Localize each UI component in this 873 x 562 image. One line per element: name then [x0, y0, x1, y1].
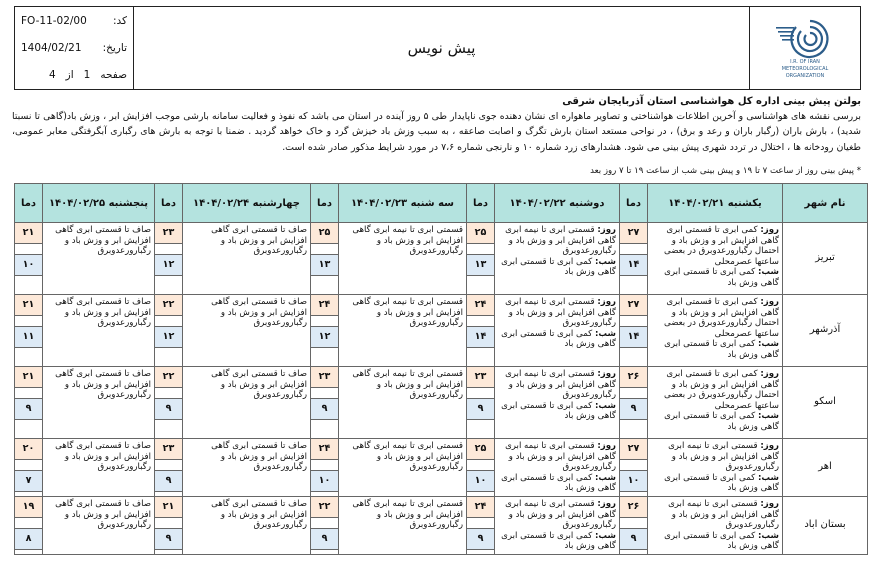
code-value: FO-11-02/00 [21, 14, 87, 27]
meteorological-logo-icon [766, 15, 844, 81]
night-forecast: کمی ابری تا قسمتی ابری گاهی وزش باد [664, 530, 779, 552]
table-row [15, 496, 868, 554]
logo-text-1: I.R. OF IRAN [790, 59, 820, 65]
temp-min: ۱۴ [467, 326, 494, 348]
temp-max: ۲۴ [311, 295, 338, 316]
temp-cell [15, 439, 43, 497]
forecast-cell [648, 295, 783, 367]
night-label: شب: [758, 472, 779, 483]
forecast-cell [495, 439, 620, 497]
temp-min: ۹ [311, 528, 338, 550]
temp-min: ۹ [155, 398, 182, 420]
temp-cell [311, 439, 339, 497]
temp-cell [311, 496, 339, 554]
night-forecast: کمی ابری تا قسمتی ابری گاهی وزش باد [501, 472, 616, 494]
forecast-cell: صاف تا قسمتی ابری گاهی افزایش ابر و وزش باد و رگبارورعدوبرق [183, 439, 311, 497]
day-header: سه شنبه ۱۴۰۴/۰۲/۲۳ [339, 184, 467, 223]
temp-max: ۲۳ [311, 367, 338, 388]
temp-max: ۲۰ [15, 439, 42, 460]
temp-min: ۹ [155, 528, 182, 550]
day-header: دوشنبه ۱۴۰۴/۰۲/۲۲ [495, 184, 620, 223]
organization-logo [749, 7, 860, 89]
table-header-row [15, 184, 868, 223]
day-label: روز: [760, 498, 779, 509]
day-forecast: قسمتی ابری تا نیمه ابری گاهی افزایش ابر و وزش باد و رگبارورعدوبرق [505, 225, 616, 257]
day-label: روز: [597, 369, 616, 379]
temp-cell [15, 496, 43, 554]
page-label: صفحه [100, 69, 127, 82]
forecast-cell: قسمتی ابری تا نیمه ابری گاهی افزایش ابر و وزش باد و رگبارورعدوبرق [339, 439, 467, 497]
temp-min: ۹ [620, 528, 647, 550]
temp-max: ۲۲ [311, 497, 338, 518]
document-header [14, 6, 861, 90]
date-value: 1404/02/21 [21, 41, 82, 54]
temp-min: ۱۳ [311, 254, 338, 276]
day-header: چهارشنبه ۱۴۰۴/۰۲/۲۴ [183, 184, 311, 223]
forecast-cell: صاف تا قسمتی ابری گاهی افزایش ابر و وزش باد و رگبارورعدوبرق [183, 223, 311, 295]
day-label: روز: [597, 498, 616, 509]
table-row [15, 367, 868, 439]
day-forecast: قسمتی ابری تا نیمه ابری گاهی افزایش ابر و وزش باد و رگبارورعدوبرق [668, 441, 779, 473]
temp-min: ۱۲ [155, 254, 182, 276]
temp-min: ۱۲ [155, 326, 182, 348]
page-row [15, 62, 133, 89]
temp-max: ۲۳ [155, 223, 182, 244]
temp-min: ۹ [620, 398, 647, 420]
code-row [15, 7, 133, 34]
temp-min: ۹ [15, 398, 42, 420]
table-row [15, 439, 868, 497]
night-forecast: کمی ابری تا قسمتی ابری گاهی وزش باد [501, 328, 616, 350]
temp-min: ۹ [467, 528, 494, 550]
night-label: شب: [595, 472, 616, 483]
night-forecast: کمی ابری تا قسمتی ابری گاهی وزش باد [664, 267, 779, 288]
forecast-cell: صاف تا قسمتی ابری گاهی افزایش ابر و وزش باد و رگبارورعدوبرق [43, 439, 155, 497]
date-label: تاریخ: [102, 41, 127, 54]
day-label: روز: [760, 225, 779, 235]
night-forecast: کمی ابری تا قسمتی ابری گاهی وزش باد [501, 256, 616, 278]
day-forecast: قسمتی ابری تا نیمه ابری گاهی افزایش ابر و وزش باد و رگبارورعدوبرق [668, 498, 779, 531]
city-name: بستان اباد [783, 496, 868, 554]
day-label: روز: [597, 225, 616, 235]
temp-cell [467, 223, 495, 295]
night-forecast: کمی ابری تا قسمتی ابری گاهی وزش باد [664, 472, 779, 494]
temp-cell [467, 439, 495, 497]
city-name: تبریز [783, 223, 868, 295]
page-total: 4 [48, 69, 56, 82]
temp-max: ۲۵ [311, 223, 338, 244]
night-label: شب: [595, 400, 616, 411]
temp-min: ۱۴ [620, 254, 647, 276]
temp-max: ۲۶ [620, 367, 647, 388]
night-label: شب: [758, 339, 779, 350]
temp-cell [155, 223, 183, 295]
forecast-cell: صاف تا قسمتی ابری گاهی افزایش ابر و وزش باد و رگبارورعدوبرق [43, 223, 155, 295]
day-label: روز: [760, 369, 779, 379]
temp-header: دما [311, 184, 339, 223]
temp-cell [467, 367, 495, 439]
night-forecast: کمی ابری تا قسمتی ابری گاهی وزش باد [664, 339, 779, 360]
night-label: شب: [758, 530, 779, 541]
day-forecast: قسمتی ابری تا نیمه ابری گاهی افزایش ابر و وزش باد و رگبارورعدوبرق [505, 369, 616, 401]
temp-max: ۲۴ [467, 497, 494, 518]
temp-cell [15, 367, 43, 439]
forecast-cell: صاف تا قسمتی ابری گاهی افزایش ابر و وزش باد و رگبارورعدوبرق [183, 496, 311, 554]
temp-max: ۲۱ [15, 367, 42, 388]
night-label: شب: [758, 267, 779, 278]
page-number: 1 [83, 69, 91, 82]
code-label: کد: [112, 14, 127, 27]
temp-min: ۷ [15, 470, 42, 492]
temp-header: دما [15, 184, 43, 223]
temp-min: ۱۰ [620, 470, 647, 492]
day-header: پنجشنبه ۱۴۰۴/۰۲/۲۵ [43, 184, 155, 223]
day-label: روز: [760, 441, 779, 451]
forecast-cell [648, 367, 783, 439]
forecast-cell [495, 223, 620, 295]
temp-cell [467, 295, 495, 367]
day-label: روز: [597, 297, 616, 307]
forecast-cell [495, 295, 620, 367]
temp-max: ۲۷ [620, 223, 647, 244]
forecast-cell [648, 439, 783, 497]
day-forecast: قسمتی ابری تا نیمه ابری گاهی افزایش ابر و وزش باد و رگبارورعدوبرق [505, 297, 616, 329]
date-row [15, 34, 133, 61]
temp-cell [620, 496, 648, 554]
temp-min: ۹ [155, 470, 182, 492]
temp-cell [620, 295, 648, 367]
day-header: یکشنبه ۱۴۰۴/۰۲/۲۱ [648, 184, 783, 223]
temp-max: ۲۳ [467, 367, 494, 388]
temp-min: ۱۳ [467, 254, 494, 276]
logo-text-3: ORGANIZATION [785, 73, 825, 79]
temp-max: ۲۲ [155, 367, 182, 388]
forecast-cell: قسمتی ابری تا نیمه ابری گاهی افزایش ابر و وزش باد و رگبارورعدوبرق [339, 496, 467, 554]
bulletin-intro [12, 94, 861, 155]
temp-max: ۲۱ [15, 295, 42, 316]
page-title: پیش نویس [407, 39, 476, 57]
table-row [15, 295, 868, 367]
temp-max: ۲۱ [155, 497, 182, 518]
forecast-cell: صاف تا قسمتی ابری گاهی افزایش ابر و وزش باد و رگبارورعدوبرق [43, 367, 155, 439]
night-label: شب: [758, 411, 779, 422]
temp-min: ۱۴ [620, 326, 647, 348]
forecast-cell: قسمتی ابری تا نیمه ابری گاهی افزایش ابر و وزش باد و رگبارورعدوبرق [339, 367, 467, 439]
temp-cell [311, 367, 339, 439]
day-label: روز: [760, 297, 779, 307]
logo-text-2: METEOROLOGICAL [781, 66, 829, 72]
forecast-time-note: * پیش بینی روز از ساعت ۷ تا ۱۹ و پیش بینی شب از ساعت ۱۹ تا ۷ روز بعد [590, 166, 861, 176]
night-label: شب: [595, 256, 616, 267]
temp-cell [155, 439, 183, 497]
table-row [15, 223, 868, 295]
page-of: از [65, 69, 74, 82]
temp-max: ۲۴ [467, 295, 494, 316]
temp-header: دما [620, 184, 648, 223]
forecast-cell [495, 367, 620, 439]
temp-max: ۲۴ [311, 439, 338, 460]
temp-max: ۲۵ [467, 223, 494, 244]
night-forecast: کمی ابری تا قسمتی ابری گاهی وزش باد [501, 400, 616, 422]
day-forecast: قسمتی ابری تا نیمه ابری گاهی افزایش ابر و وزش باد و رگبارورعدوبرق [505, 498, 616, 531]
temp-min: ۱۰ [467, 470, 494, 492]
temp-cell [15, 295, 43, 367]
day-label: روز: [597, 441, 616, 451]
forecast-cell [648, 223, 783, 295]
temp-max: ۲۷ [620, 295, 647, 316]
temp-cell [311, 295, 339, 367]
temp-min: ۱۰ [15, 254, 42, 276]
day-forecast: کمی ابری تا قسمتی ابری گاهی افزایش ابر و وزش باد و احتمال رگبارورعدوبرق در بعضی ساعتها عصرمحلی [664, 369, 779, 411]
temp-max: ۲۵ [467, 439, 494, 460]
day-forecast: کمی ابری تا قسمتی ابری گاهی افزایش ابر و وزش باد و احتمال رگبارورعدوبرق در بعضی ساعتها عصرمحلی [664, 297, 779, 339]
temp-cell [311, 223, 339, 295]
forecast-table [14, 183, 868, 555]
forecast-cell: صاف تا قسمتی ابری گاهی افزایش ابر و وزش باد و رگبارورعدوبرق [183, 295, 311, 367]
temp-min: ۸ [15, 528, 42, 550]
temp-min: ۹ [467, 398, 494, 420]
temp-cell [467, 496, 495, 554]
temp-max: ۲۲ [155, 295, 182, 316]
temp-cell [620, 223, 648, 295]
city-header: نام شهر [783, 184, 868, 223]
forecast-cell: صاف تا قسمتی ابری گاهی افزایش ابر و وزش باد و رگبارورعدوبرق [183, 367, 311, 439]
document-meta [15, 7, 134, 89]
forecast-cell [648, 496, 783, 554]
night-forecast: کمی ابری تا قسمتی ابری گاهی وزش باد [501, 530, 616, 552]
temp-max: ۱۹ [15, 497, 42, 518]
temp-header: دما [467, 184, 495, 223]
temp-max: ۲۶ [620, 497, 647, 518]
temp-cell [155, 295, 183, 367]
night-forecast: کمی ابری تا قسمتی ابری گاهی وزش باد [664, 411, 779, 432]
temp-cell [155, 496, 183, 554]
city-name: اسکو [783, 367, 868, 439]
forecast-cell: صاف تا قسمتی ابری گاهی افزایش ابر و وزش باد و رگبارورعدوبرق [43, 295, 155, 367]
temp-max: ۲۱ [15, 223, 42, 244]
temp-max: ۲۷ [620, 439, 647, 460]
temp-cell [155, 367, 183, 439]
day-forecast: قسمتی ابری تا نیمه ابری گاهی افزایش ابر و وزش باد و رگبارورعدوبرق [505, 441, 616, 473]
temp-cell [15, 223, 43, 295]
city-name: آذرشهر [783, 295, 868, 367]
day-forecast: کمی ابری تا قسمتی ابری گاهی افزایش ابر و وزش باد و احتمال رگبارورعدوبرق در بعضی ساعتها عصرمحلی [664, 225, 779, 267]
night-label: شب: [595, 530, 616, 541]
temp-min: ۱۱ [15, 326, 42, 348]
temp-cell [620, 439, 648, 497]
temp-max: ۲۳ [155, 439, 182, 460]
city-name: اهر [783, 439, 868, 497]
temp-cell [620, 367, 648, 439]
night-label: شب: [595, 328, 616, 339]
forecast-cell: صاف تا قسمتی ابری گاهی افزایش ابر و وزش باد و رگبارورعدوبرق [43, 496, 155, 554]
bulletin-body: بررسی نقشه های هواشناسی و آخرین اطلاعات هواشناختی و تصاویر ماهواره ای نشان دهنده جوی ناپایدار طی ۵ روز آینده در استان می باشد که نفوذ و فعالیت سامانه بارشی موجب افزایش ابر ، وزش باد(گاهی تا نسبتا شدید) ، بارش باران (رگبار باران و رعد و برق) ، در نواحی مستعد استان بارش تگرگ و اصابت صاعقه ، به سبب وزش باد خیزش گرد و خاک خواهد گردید . ضمنا با توجه به بارش های رگباری آبگرفتگی معابر عمومی، طغیان رودخانه ها ، اختلال در تردد شهری پیش بینی می شود. هشدارهای زرد شماره ۱۰ و نارنجی شماره ۷،۶ در مورد شرایط مذکور صادر شده است. [12, 111, 861, 153]
forecast-cell [495, 496, 620, 554]
forecast-cell: قسمتی ابری تا نیمه ابری گاهی افزایش ابر و وزش باد و رگبارورعدوبرق [339, 295, 467, 367]
temp-header: دما [155, 184, 183, 223]
forecast-cell: قسمتی ابری تا نیمه ابری گاهی افزایش ابر و وزش باد و رگبارورعدوبرق [339, 223, 467, 295]
temp-min: ۹ [311, 398, 338, 420]
temp-min: ۱۲ [311, 326, 338, 348]
temp-min: ۱۰ [311, 470, 338, 492]
bulletin-title: بولتن پیش بینی اداره کل هواشناسی استان آذربایجان شرقی [562, 96, 861, 107]
